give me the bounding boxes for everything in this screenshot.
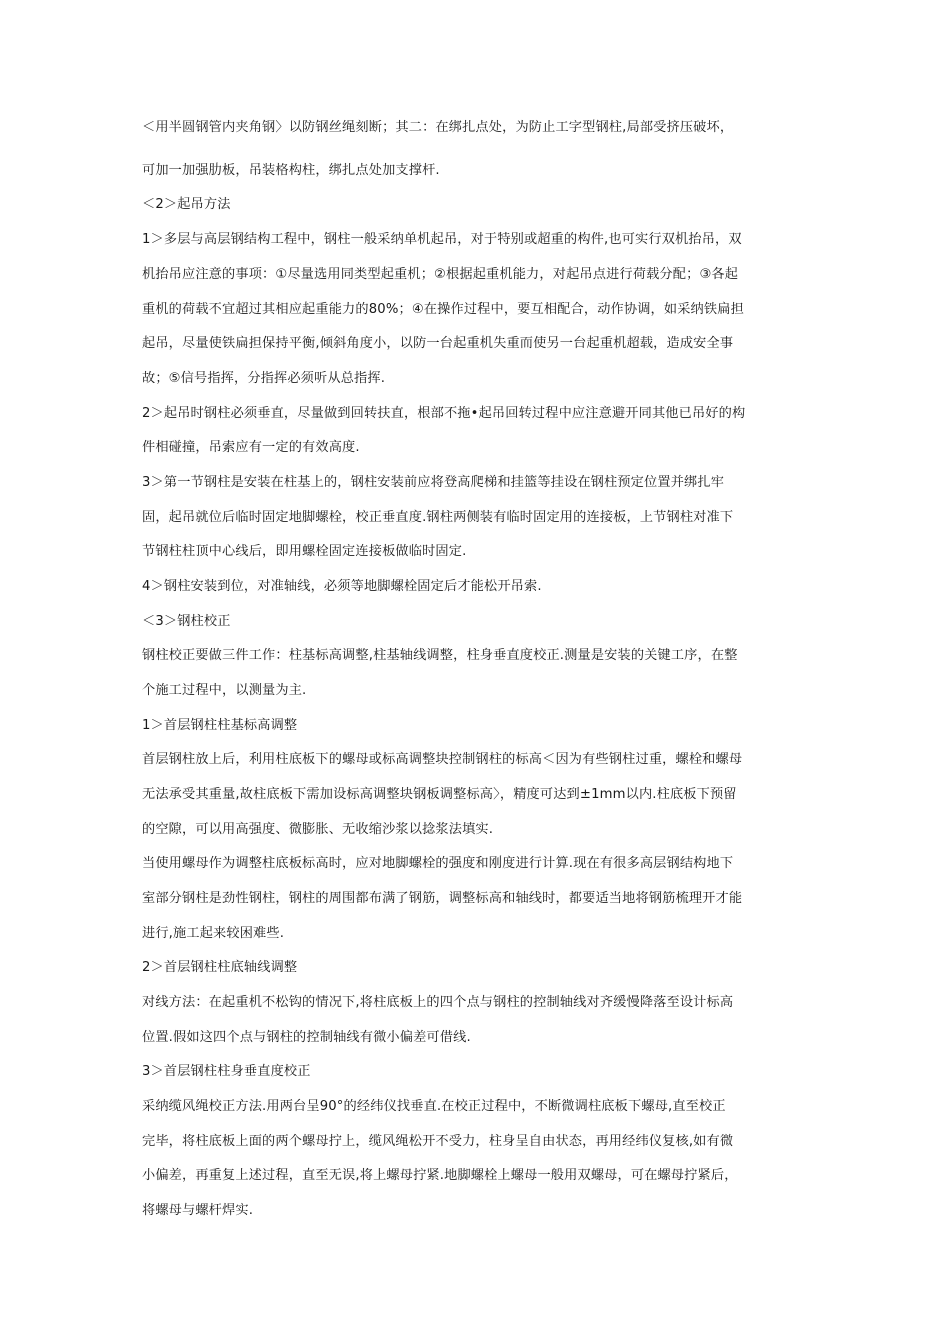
text-line: 对线方法：在起重机不松钩的情况下,将柱底板上的四个点与钢柱的控制轴线对齐缓慢降落至设计标高 xyxy=(142,995,734,1010)
text-line: ＜用半圆钢管内夹角钢〉以防钢丝绳刻断；其二：在绑扎点处，为防止工字型钢柱,局部受挤压破坏， xyxy=(142,120,734,135)
text-line: 件相碰撞，吊索应有一定的有效高度. xyxy=(142,440,360,455)
text-line: 4＞钢柱安装到位，对准轴线，必须等地脚螺栓固定后才能松开吊索. xyxy=(142,579,542,594)
section-heading: ＜2＞起吊方法 xyxy=(142,197,231,212)
text-line: 可加一加强肋板，吊装格构柱，绑扎点处加支撑杆. xyxy=(142,163,440,178)
text-line: 的空隙，可以用高强度、微膨胀、无收缩沙浆以捻浆法填实. xyxy=(142,822,494,837)
text-line: 节钢柱柱顶中心线后，即用螺栓固定连接板做临时固定. xyxy=(142,544,467,559)
text-line: 位置.假如这四个点与钢柱的控制轴线有微小偏差可借线. xyxy=(142,1030,471,1045)
text-line: 2＞起吊时钢柱必须垂直，尽量做到回转扶直，根部不拖•起吊回转过程中应注意避开同其他已吊好的构 xyxy=(142,406,746,421)
text-line: 无法承受其重量,故柱底板下需加设标高调整块钢板调整标高〉，精度可达到±1mm以内.柱底板下预留 xyxy=(142,787,737,802)
text-line: 重机的荷载不宜超过其相应起重能力的80%；④在操作过程中，要互相配合，动作协调，如采纳铁扁担 xyxy=(142,302,744,317)
text-line: 将螺母与螺杆焊实. xyxy=(142,1203,254,1218)
text-line: 固，起吊就位后临时固定地脚螺栓，校正垂直度.钢柱两侧装有临时固定用的连接板，上节钢柱对准下 xyxy=(142,510,734,525)
text-line: 起吊，尽量使铁扁担保持平衡,倾斜角度小，以防一台起重机失重而使另一台起重机超载，造成安全事 xyxy=(142,336,734,351)
text-line: 首层钢柱放上后，利用柱底板下的螺母或标高调整块控制钢柱的标高＜因为有些钢柱过重，螺栓和螺母 xyxy=(142,752,743,767)
text-line: 3＞第一节钢柱是安装在柱基上的，钢柱安装前应将登高爬梯和挂篮等挂设在钢柱预定位置并绑扎牢 xyxy=(142,475,725,490)
text-line: 故；⑤信号指挥，分指挥必须听从总指挥. xyxy=(142,371,386,386)
section-heading: ＜3＞钢柱校正 xyxy=(142,614,231,629)
text-line: 采纳缆风绳校正方法.用两台呈90°的经纬仪找垂直.在校正过程中，不断微调柱底板下螺母,直至校正 xyxy=(142,1099,726,1114)
subsection-heading: 3＞首层钢柱柱身垂直度校正 xyxy=(142,1064,311,1079)
subsection-heading: 1＞首层钢柱柱基标高调整 xyxy=(142,718,298,733)
text-line: 室部分钢柱是劲性钢柱，钢柱的周围都布满了钢筋，调整标高和轴线时，都要适当地将钢筋梳理开才能 xyxy=(142,891,743,906)
text-line: 机抬吊应注意的事项：①尽量选用同类型起重机；②根据起重机能力，对起吊点进行荷载分配；③各起 xyxy=(142,267,739,282)
text-line: 小偏差，再重复上述过程，直至无误,将上螺母拧紧.地脚螺栓上螺母一般用双螺母，可在螺母拧紧后， xyxy=(142,1168,738,1183)
text-line: 钢柱校正要做三件工作：柱基标高调整,柱基轴线调整，柱身垂直度校正.测量是安装的关键工序，在整 xyxy=(142,648,738,663)
text-line: 完毕，将柱底板上面的两个螺母拧上，缆风绳松开不受力，柱身呈自由状态，再用经纬仪复核,如有微 xyxy=(142,1134,734,1149)
text-line: 进行,施工起来较困难些. xyxy=(142,926,285,941)
text-line: 当使用螺母作为调整柱底板标高时，应对地脚螺栓的强度和刚度进行计算.现在有很多高层钢结构地下 xyxy=(142,856,734,871)
text-line: 1＞多层与高层钢结构工程中，钢柱一般采纳单机起吊，对于特别或超重的构件,也可实行双机抬吊，双 xyxy=(142,232,742,247)
text-line: 个施工过程中，以测量为主. xyxy=(142,683,307,698)
subsection-heading: 2＞首层钢柱柱底轴线调整 xyxy=(142,960,298,975)
